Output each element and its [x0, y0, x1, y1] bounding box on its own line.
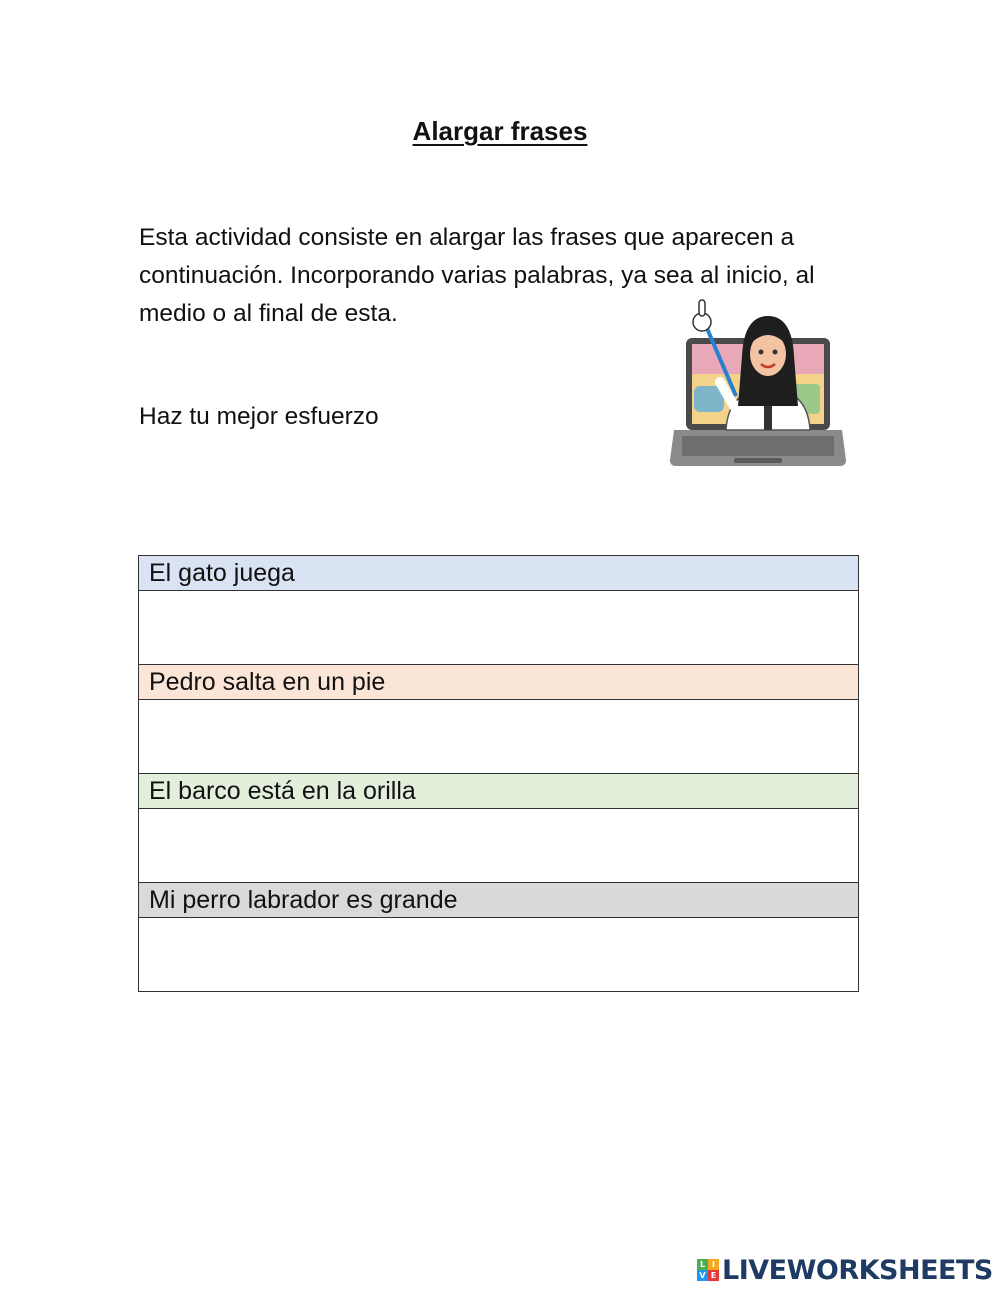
logo-letter: L: [697, 1259, 708, 1270]
answer-input[interactable]: [139, 918, 858, 991]
logo-letter: I: [708, 1259, 719, 1270]
worksheet-title: Alargar frases: [412, 116, 588, 146]
answer-input[interactable]: [139, 591, 858, 664]
sentence-row: Mi perro labrador es grande: [139, 883, 858, 918]
sentences-table: [138, 555, 859, 992]
sentence-row: El barco está en la orilla: [139, 774, 858, 809]
brand-name: LIVEWORKSHEETS: [722, 1254, 993, 1286]
liveworksheets-logo-icon: [697, 1259, 719, 1281]
answer-row: [139, 918, 858, 992]
sentence-row: Pedro salta en un pie: [139, 665, 858, 700]
teacher-laptop-illustration: [664, 296, 852, 472]
logo-letter: V: [697, 1270, 708, 1281]
logo-letter: E: [708, 1270, 719, 1281]
answer-row: [139, 591, 858, 665]
encouragement-text: Haz tu mejor esfuerzo: [139, 403, 379, 430]
instructions-text: Esta actividad consiste en alargar las frases que aparecen a continuación. Incorporando varias palabras, ya sea al inicio, al medio o al final de esta.: [139, 224, 815, 327]
answer-row: [139, 809, 858, 883]
answer-row: [139, 700, 858, 774]
answer-input[interactable]: [139, 809, 858, 882]
liveworksheets-brand: [697, 1255, 993, 1285]
answer-input[interactable]: [139, 700, 858, 773]
sentence-row: El gato juega: [139, 556, 858, 591]
